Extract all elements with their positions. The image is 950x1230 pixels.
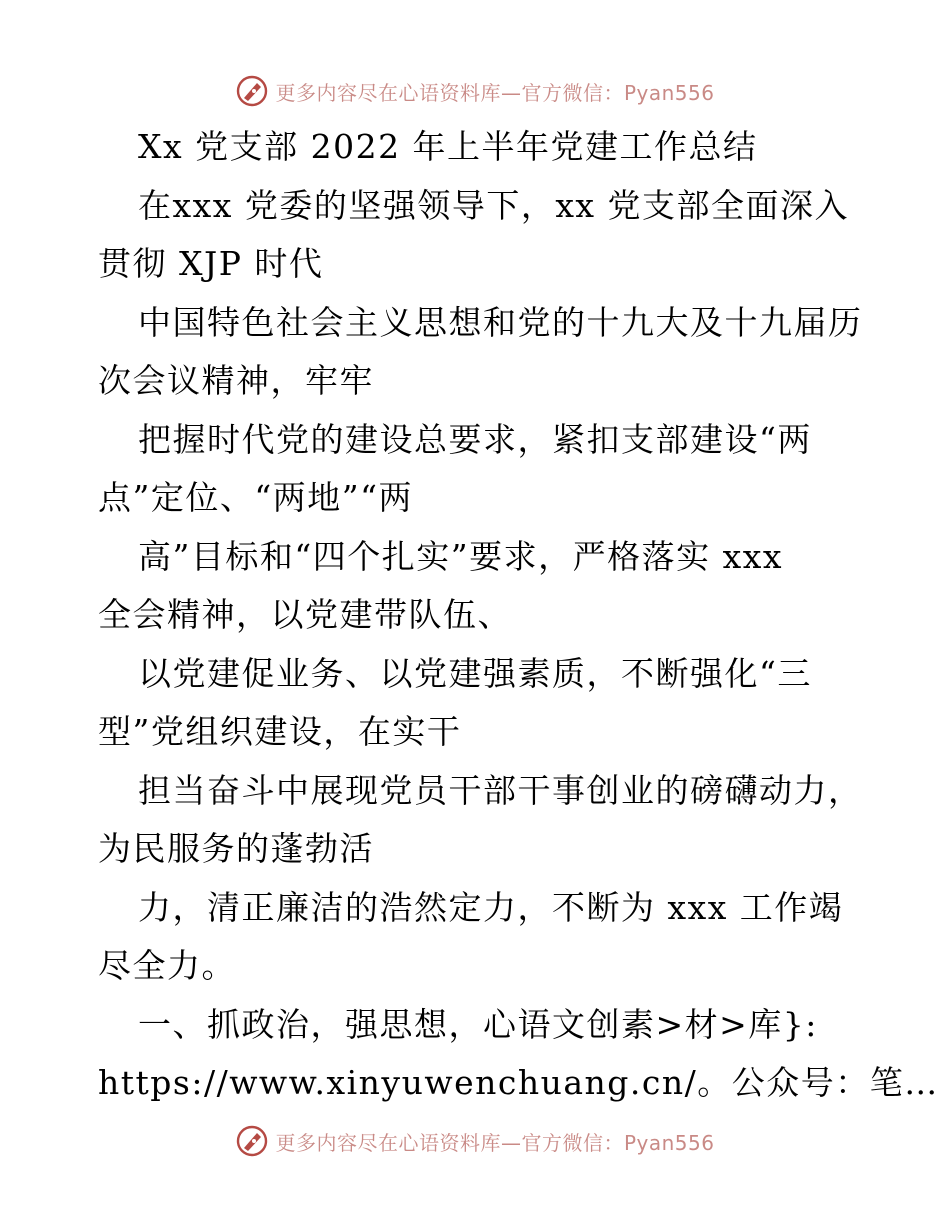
pen-nib-circle-icon — [235, 1124, 269, 1158]
text-line: 担当奋斗中展现党员干部干事创业的磅礴动力， — [138, 770, 863, 810]
text-line: 点”定位、“两地”“两 — [98, 478, 413, 517]
text-line: 力，清正廉洁的浩然定力，不断为 xxx 工作竭 — [138, 887, 844, 927]
watermark-text: 更多内容尽在心语资料库—官方微信：Pyan556 — [275, 80, 715, 105]
watermark-banner-top — [0, 71, 950, 111]
text-line: 次会议精神，牢牢 — [98, 361, 374, 400]
watermark-banner-bottom — [0, 1121, 950, 1161]
text-line: 全会精神，以党建带队伍、 — [98, 595, 512, 634]
text-line: 以党建促业务、以党建强素质，不断强化“三 — [138, 653, 812, 693]
text-line: 一、抓政治，强思想，心语文创素>材>库}: — [138, 1004, 818, 1044]
text-line: 把握时代党的建设总要求，紧扣支部建设“两 — [138, 419, 812, 459]
pen-nib-circle-icon — [235, 74, 269, 108]
text-line: 为民服务的蓬勃活 — [98, 829, 374, 868]
text-line: 尽全力。 — [98, 946, 236, 985]
watermark-text: 更多内容尽在心语资料库—官方微信：Pyan556 — [275, 1130, 715, 1155]
text-line: https://www.xinyuwenchuang.cn/。公众号：笔… — [98, 1063, 939, 1102]
text-line: 型”党组织建设，在实干 — [98, 712, 462, 751]
text-line: 贯彻 XJP 时代 — [98, 244, 324, 283]
text-line: 中国特色社会主义思想和党的十九大及十九届历 — [138, 302, 863, 342]
text-line: 在xxx 党委的坚强领导下，xx 党支部全面深入 — [138, 185, 850, 225]
text-line: 高”目标和“四个扎实”要求，严格落实 xxx — [138, 536, 783, 576]
document-body — [98, 127, 939, 1123]
document-title: Xx 党支部 2022 年上半年党建工作总结 — [138, 127, 758, 166]
